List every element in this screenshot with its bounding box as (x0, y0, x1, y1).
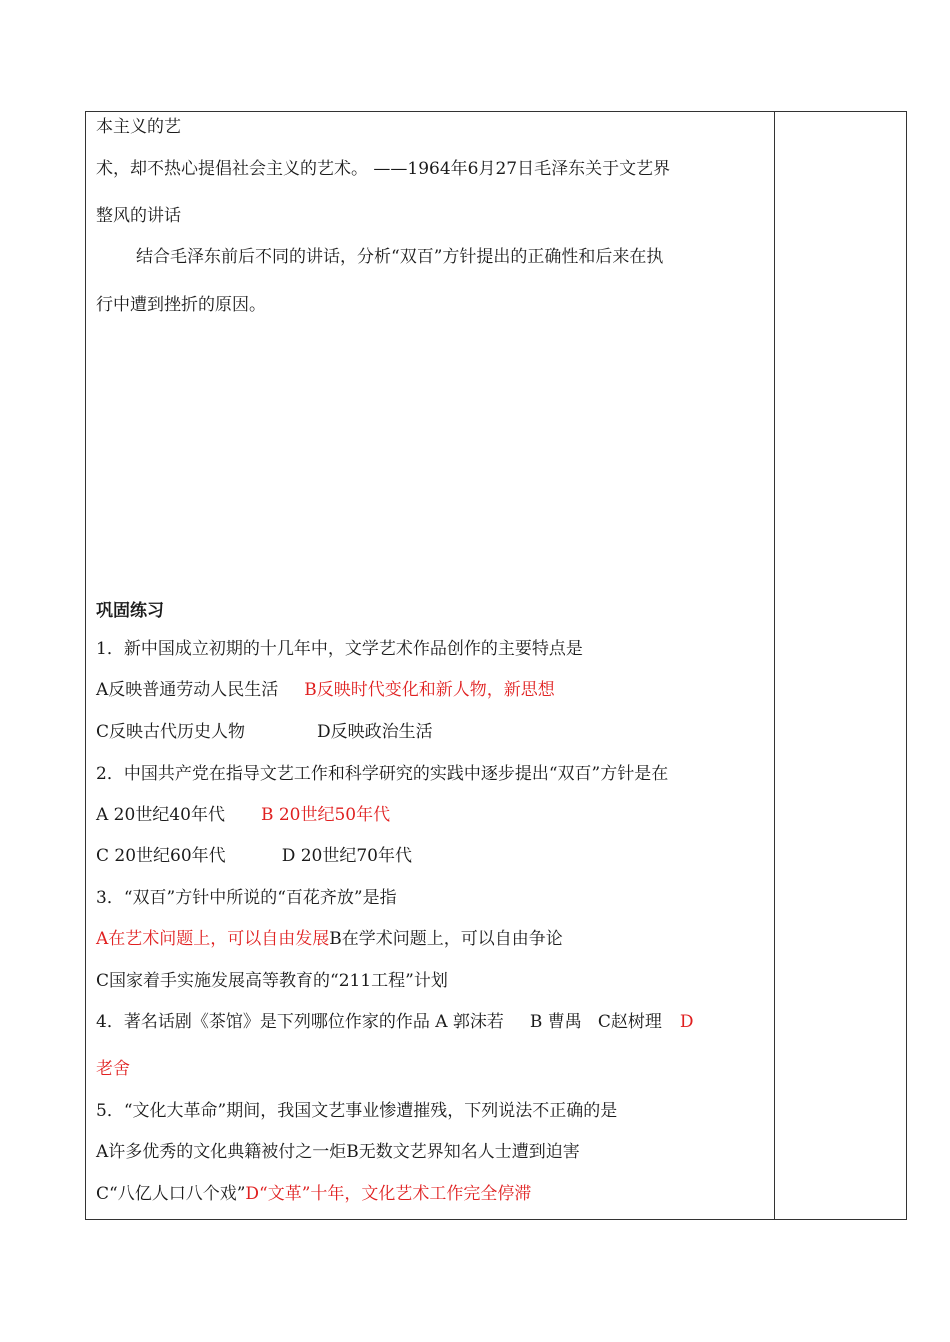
q4-stem: 4．著名话剧《茶馆》是下列哪位作家的作品 A 郭沫若 (96, 1012, 504, 1032)
q2-stem: 2．中国共产党在指导文艺工作和科学研究的实践中逐步提出“双百”方针是在 (96, 764, 669, 784)
q2-options-row-1 (96, 804, 390, 826)
q2-option-d: D 20世纪70年代 (281, 846, 412, 866)
q5-stem: 5．“文化大革命”期间，我国文艺事业惨遭摧残，下列说法不正确的是 (96, 1101, 618, 1121)
q4-option-b: B 曹禺 (529, 1012, 582, 1032)
q1-option-a: A反映普通劳动人民生活 (96, 680, 279, 700)
q3-options-row-1 (96, 928, 563, 950)
column-divider (774, 112, 775, 1219)
q5-options-row-2 (96, 1183, 531, 1205)
q5-option-b: B无数文艺界知名人士遭到迫害 (346, 1142, 580, 1162)
passage-line-2: 术，却不热心提倡社会主义的艺术。 ——1964年6月27日毛泽东关于文艺界 (96, 159, 671, 179)
q1-options-row-2 (96, 721, 433, 743)
q4-option-d-text: 老舍 (96, 1059, 130, 1079)
q3-stem: 3．“双百”方针中所说的“百花齐放”是指 (96, 888, 397, 908)
q5-option-c: C“八亿人口八个戏” (96, 1184, 246, 1204)
practice-heading: 巩固练习 (96, 601, 164, 621)
q3-option-a: A在艺术问题上，可以自由发展 (96, 929, 330, 949)
q1-option-d: D反映政治生活 (317, 722, 433, 742)
q4-stem-row (96, 1011, 693, 1033)
passage-question: 结合毛泽东前后不同的讲话，分析“双百”方针提出的正确性和后来在执 (136, 247, 664, 267)
q3-option-c: C国家着手实施发展高等教育的“211工程”计划 (96, 971, 448, 991)
document-table (85, 111, 907, 1220)
q1-option-b: B反映时代变化和新人物，新思想 (304, 680, 555, 700)
q2-option-c: C 20世纪60年代 (96, 846, 226, 866)
passage-line-3: 整风的讲话 (96, 206, 181, 226)
q4-option-d-letter: D (679, 1012, 694, 1032)
q3-option-b: B在学术问题上，可以自由争论 (329, 929, 563, 949)
passage-question-cont: 行中遭到挫折的原因。 (96, 295, 266, 315)
q5-option-a: A许多优秀的文化典籍被付之一炬 (96, 1142, 347, 1162)
q2-option-b: B 20世纪50年代 (260, 805, 391, 825)
q2-options-row-2 (96, 845, 412, 867)
q1-stem: 1．新中国成立初期的十几年中，文学艺术作品创作的主要特点是 (96, 639, 583, 659)
q5-options-row-1 (96, 1141, 580, 1163)
q2-option-a: A 20世纪40年代 (96, 805, 225, 825)
passage-line-1: 本主义的艺 (96, 117, 181, 137)
q1-option-c: C反映古代历史人物 (96, 722, 246, 742)
q1-options-row-1 (96, 679, 555, 701)
q5-option-d: D“文革”十年，文化艺术工作完全停滞 (245, 1184, 532, 1204)
q4-option-c: C赵树理 (597, 1012, 662, 1032)
